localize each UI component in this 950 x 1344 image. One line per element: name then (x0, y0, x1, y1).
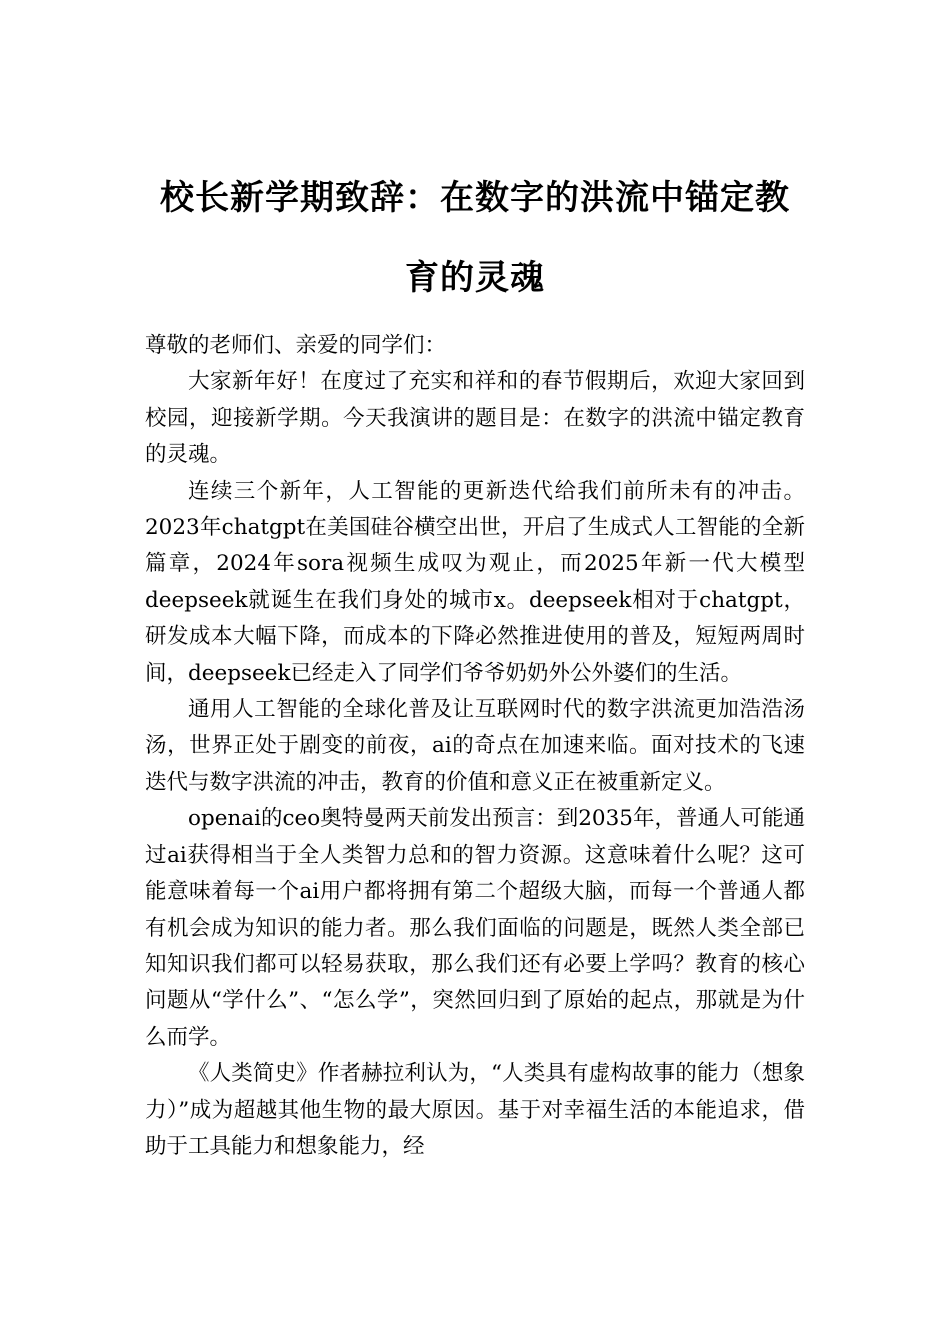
paragraph: 大家新年好！在度过了充实和祥和的春节假期后，欢迎大家回到校园，迎接新学期。今天我演讲的题目是：在数字的洪流中锚定教育的灵魂。 (145, 369, 805, 468)
paragraph: 连续三个新年，人工智能的更新迭代给我们前所未有的冲击。2023年chatgpt在美国硅谷横空出世，开启了生成式人工智能的全新篇章，2024年sora视频生成叹为观止，而2025年新一代大模型deepseek就诞生在我们身处的城市x。deepseek相对于chatgpt，研发成本大幅下降，而成本的下降必然推进使用的普及，短短两周时间，deepseek已经走入了同学们爷爷奶奶外公外婆们的生活。 (145, 478, 805, 686)
document-title: 校长新学期致辞：在数字的洪流中锚定教育的灵魂 (160, 178, 790, 298)
paragraph: 通用人工智能的全球化普及让互联网时代的数字洪流更加浩浩汤汤，世界正处于剧变的前夜，ai的奇点在加速来临。面对技术的飞速迭代与数字洪流的冲击，教育的价值和意义正在被重新定义。 (145, 697, 805, 795)
salutation: 尊敬的老师们、亲爱的同学们： (145, 333, 447, 358)
paragraph: 《人类简史》作者赫拉利认为，“人类具有虚构故事的能力（想象力）”成为超越其他生物的最大原因。基于对幸福生活的本能追求，借助于工具能力和想象能力，经 (145, 1061, 805, 1159)
paragraph: openai的ceo奥特曼两天前发出预言：到2035年，普通人可能通过ai获得相当于全人类智力总和的智力资源。这意味着什么呢？这可能意味着每一个ai用户都将拥有第二个超级大脑，而每一个普通人都有机会成为知识的能力者。那么我们面临的问题是，既然人类全部已知知识我们都可以轻易获取，那么我们还有必要上学吗？教育的核心问题从“学什么”、“怎么学”，突然回归到了原始的起点，那就是为什么而学。 (145, 806, 805, 1050)
document-body (145, 328, 805, 1165)
